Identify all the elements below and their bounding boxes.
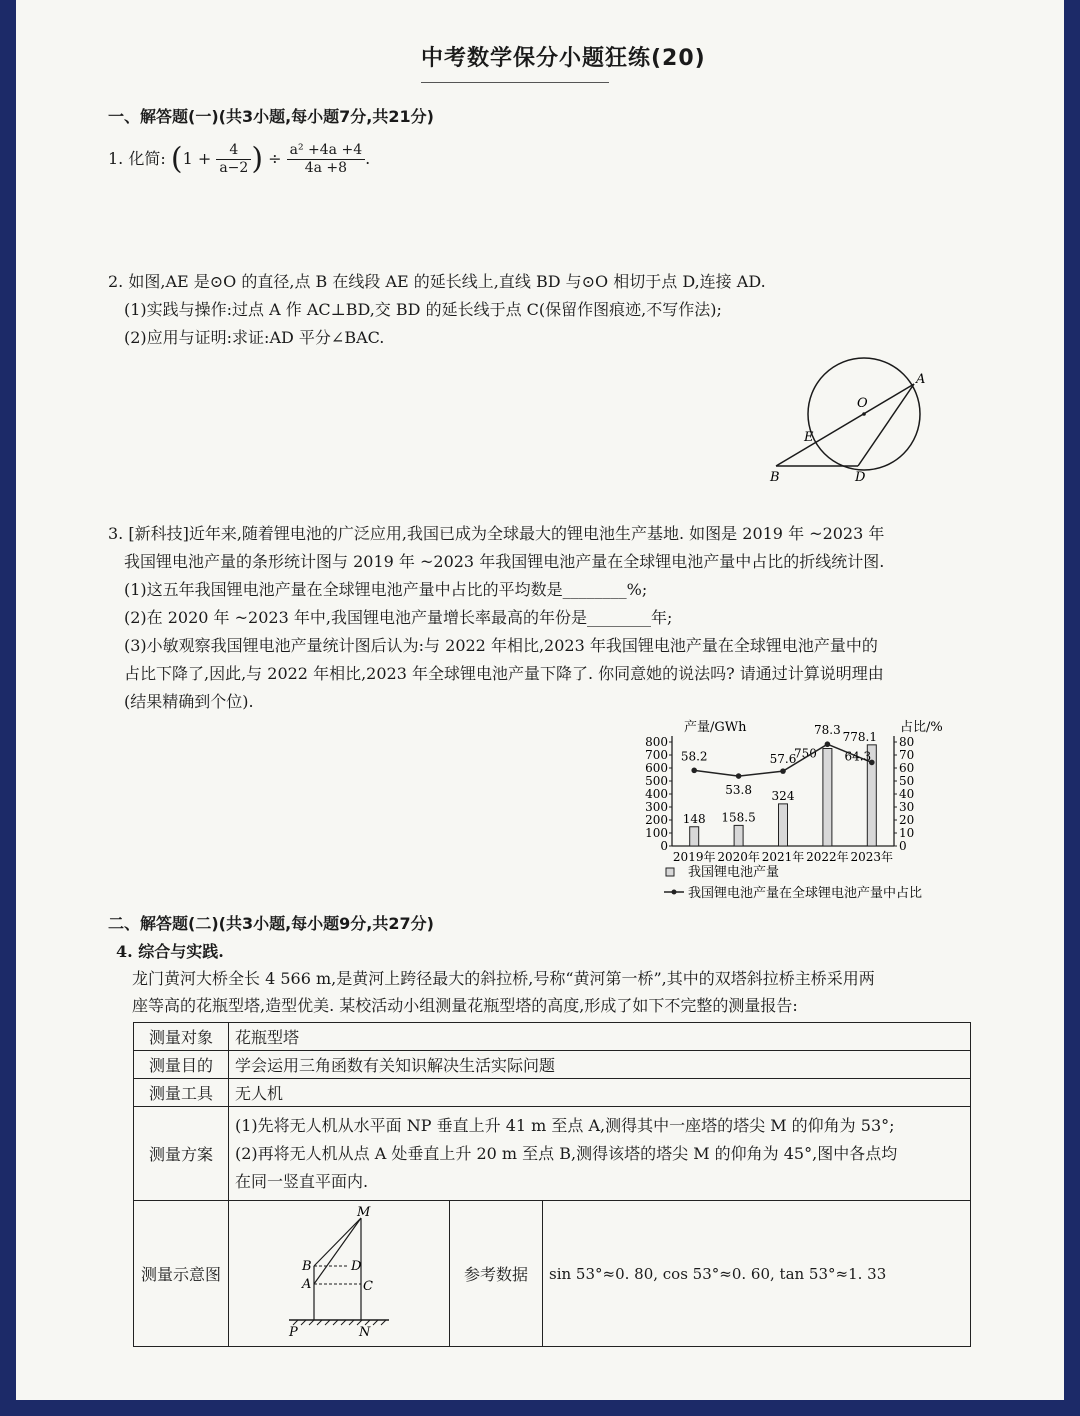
cell-goal-value: 学会运用三角函数有关知识解决生活实际问题	[229, 1051, 971, 1079]
cell-ref-value: sin 53°≈0. 80, cos 53°≈0. 60, tan 53°≈1. 33	[543, 1201, 971, 1347]
measurement-report-table	[133, 1022, 971, 1347]
fig-label-m: M	[357, 1204, 371, 1220]
cell-diagram-label: 测量示意图	[134, 1201, 229, 1347]
page-title: 中考数学保分小题狂练(20)	[421, 46, 706, 71]
left-tick-label: 400	[645, 787, 668, 801]
label-d: D	[855, 470, 866, 485]
bar	[779, 804, 788, 846]
q1-fraction-1	[216, 142, 251, 177]
cell-plan-value	[229, 1107, 971, 1201]
q1-prefix: 1. 化简:	[108, 149, 166, 168]
right-tick-label: 80	[899, 735, 915, 749]
bar	[734, 825, 743, 846]
q3-part3a: (3)小敏观察我国锂电池产量统计图后认为:与 2022 年相比,2023 年我国锂电池产量在全球锂电池产量中的	[124, 636, 878, 655]
line-data-label: 53.8	[725, 783, 752, 798]
q2-part2: (2)应用与证明:求证:AD 平分∠BAC.	[124, 328, 385, 347]
legend-bar-swatch	[666, 868, 674, 876]
left-tick-label: 200	[645, 813, 668, 827]
bar-data-label: 750	[793, 746, 817, 761]
fig-label-b: B	[302, 1258, 312, 1274]
cell-diagram	[229, 1201, 450, 1347]
share-point	[736, 773, 742, 779]
left-tick-label: 700	[645, 748, 668, 762]
q1-frac2-num: a² +4a +4	[287, 142, 365, 160]
q1-fraction-2	[287, 142, 365, 177]
bar-data-label: 778.1	[842, 729, 877, 744]
plan-step-2b: 在同一竖直平面内.	[235, 1171, 369, 1191]
legend-line-dot	[672, 890, 677, 895]
fig-label-a: A	[302, 1276, 312, 1292]
x-tick-label: 2019年	[672, 850, 716, 864]
line-data-label: 58.2	[680, 749, 708, 764]
q1-divide: ÷	[268, 149, 282, 168]
table-row	[134, 1201, 971, 1347]
q2-part1: (1)实践与操作:过点 A 作 AC⊥BD,交 BD 的延长线于点 C(保留作图痕迹,不写作法);	[124, 300, 722, 319]
right-tick-label: 30	[899, 800, 915, 814]
label-o: O	[857, 396, 868, 411]
plan-step-2a: (2)再将无人机从点 A 处垂直上升 20 m 至点 B,测得该塔的塔尖 M 的仰角为 45°,图中各点均	[235, 1143, 898, 1163]
q4-intro2: 座等高的花瓶型塔,造型优美. 某校活动小组测量花瓶型塔的高度,形成了如下不完整的测量报告:	[132, 996, 798, 1015]
cell-tool-value: 无人机	[229, 1079, 971, 1107]
table-row	[134, 1051, 971, 1079]
cell-ref-label: 参考数据	[450, 1201, 543, 1347]
q3-line1: 3. [新科技]近年来,随着锂电池的广泛应用,我国已成为全球最大的锂电池生产基地. 如图是 2019 年 ~2023 年	[108, 524, 885, 543]
q4-title: 4. 综合与实践.	[116, 942, 224, 961]
q1-frac2-den: 4a +8	[304, 160, 348, 176]
exam-sheet	[16, 0, 1064, 1400]
table-row	[134, 1107, 971, 1201]
fig-label-p: P	[289, 1324, 298, 1340]
bar-data-label: 324	[771, 788, 795, 803]
line-data-label: 57.6	[769, 752, 797, 767]
share-point	[825, 741, 831, 747]
left-tick-label: 800	[645, 735, 668, 749]
label-b: B	[770, 470, 780, 485]
q3-part1: (1)这五年我国锂电池产量在全球锂电池产量中占比的平均数是________%;	[124, 580, 648, 599]
right-tick-label: 20	[899, 813, 915, 827]
share-point	[780, 768, 786, 774]
fig-label-d: D	[351, 1258, 362, 1274]
circle-figure	[756, 350, 986, 490]
sight-am	[314, 1218, 361, 1284]
cell-tool-label: 测量工具	[134, 1079, 229, 1107]
q3-part2: (2)在 2020 年 ~2023 年中,我国锂电池产量增长率最高的年份是________年;	[124, 608, 673, 627]
q2-stem: 2. 如图,AE 是⊙O 的直径,点 B 在线段 AE 的延长线上,直线 BD 与⊙O 相切于点 D,连接 AD.	[108, 272, 766, 291]
center-dot	[862, 412, 866, 416]
battery-chart	[624, 712, 969, 908]
question-1: 1. 化简: (1 + $\frac{4}{a-2}$ ) ÷ $\frac{\text{a² +4a +4}}{4a +8}$ .	[108, 141, 371, 177]
fig-label-c: C	[363, 1278, 373, 1294]
section1-heading: 一、解答题(一)(共3小题,每小题7分,共21分)	[108, 107, 434, 126]
q1-frac1-den: a−2	[219, 160, 249, 176]
cell-goal-label: 测量目的	[134, 1051, 229, 1079]
legend-line-label: 我国锂电池产量在全球锂电池产量中占比	[688, 886, 923, 901]
q3-part3b: 占比下降了,因此,与 2022 年相比,2023 年全球锂电池产量下降了. 你同意她的说法吗? 请通过计算说明理由	[124, 664, 884, 683]
chart-bars	[680, 729, 877, 846]
bar-data-label: 148	[682, 811, 706, 826]
chart-legend	[664, 864, 922, 901]
x-tick-label: 2023年	[850, 850, 894, 864]
cell-plan-label: 测量方案	[134, 1107, 229, 1201]
line-ab	[776, 384, 914, 466]
q1-end: .	[365, 149, 371, 168]
q4-intro1: 龙门黄河大桥全长 4 566 m,是黄河上跨径最大的斜拉桥,号称“黄河第一桥”,其中的双塔斜拉桥主桥采用两	[132, 969, 875, 988]
right-tick-label: 0	[899, 839, 907, 853]
share-point	[691, 768, 697, 774]
table-row	[134, 1079, 971, 1107]
section2-heading: 二、解答题(二)(共3小题,每小题9分,共27分)	[108, 914, 434, 933]
plan-step-1: (1)先将无人机从水平面 NP 垂直上升 41 m 至点 A,测得其中一座塔的塔尖 M 的仰角为 53°;	[235, 1115, 895, 1135]
title-underline	[421, 82, 609, 83]
bar	[823, 749, 832, 847]
line-data-label: 78.3	[814, 723, 841, 738]
label-a: A	[916, 372, 926, 387]
x-tick-label: 2022年	[806, 850, 849, 864]
left-tick-label: 500	[645, 774, 668, 788]
table-row	[134, 1023, 971, 1051]
q1-frac1-num: 4	[216, 142, 251, 160]
right-tick-label: 70	[899, 748, 915, 762]
right-tick-label: 40	[899, 787, 915, 801]
left-tick-label: 0	[660, 839, 668, 853]
line-data-label: 64.3	[844, 749, 872, 764]
chart-ylabel-right: 占比/%	[900, 720, 943, 735]
right-tick-label: 50	[899, 774, 915, 788]
label-e: E	[804, 430, 814, 445]
cell-obj-label: 测量对象	[134, 1023, 229, 1051]
fig-label-n: N	[359, 1324, 371, 1340]
cell-obj-value: 花瓶型塔	[229, 1023, 971, 1051]
chart-ylabel-left: 产量/GWh	[684, 720, 747, 735]
q3-part3c: (结果精确到个位).	[124, 692, 254, 711]
x-tick-label: 2021年	[761, 850, 805, 864]
left-tick-label: 600	[645, 761, 668, 775]
right-tick-label: 10	[899, 826, 915, 840]
bar	[690, 827, 699, 846]
bar-data-label: 158.5	[721, 810, 756, 825]
q3-line2: 我国锂电池产量的条形统计图与 2019 年 ~2023 年我国锂电池产量在全球锂电池产量中占比的折线统计图.	[124, 552, 885, 571]
legend-bar-label: 我国锂电池产量	[688, 865, 780, 880]
x-tick-label: 2020年	[717, 850, 760, 864]
left-tick-label: 300	[645, 800, 668, 814]
right-tick-label: 60	[899, 761, 915, 775]
left-tick-label: 100	[645, 826, 668, 840]
tower-diagram	[279, 1204, 399, 1340]
q1-one-plus: 1 +	[182, 149, 212, 168]
